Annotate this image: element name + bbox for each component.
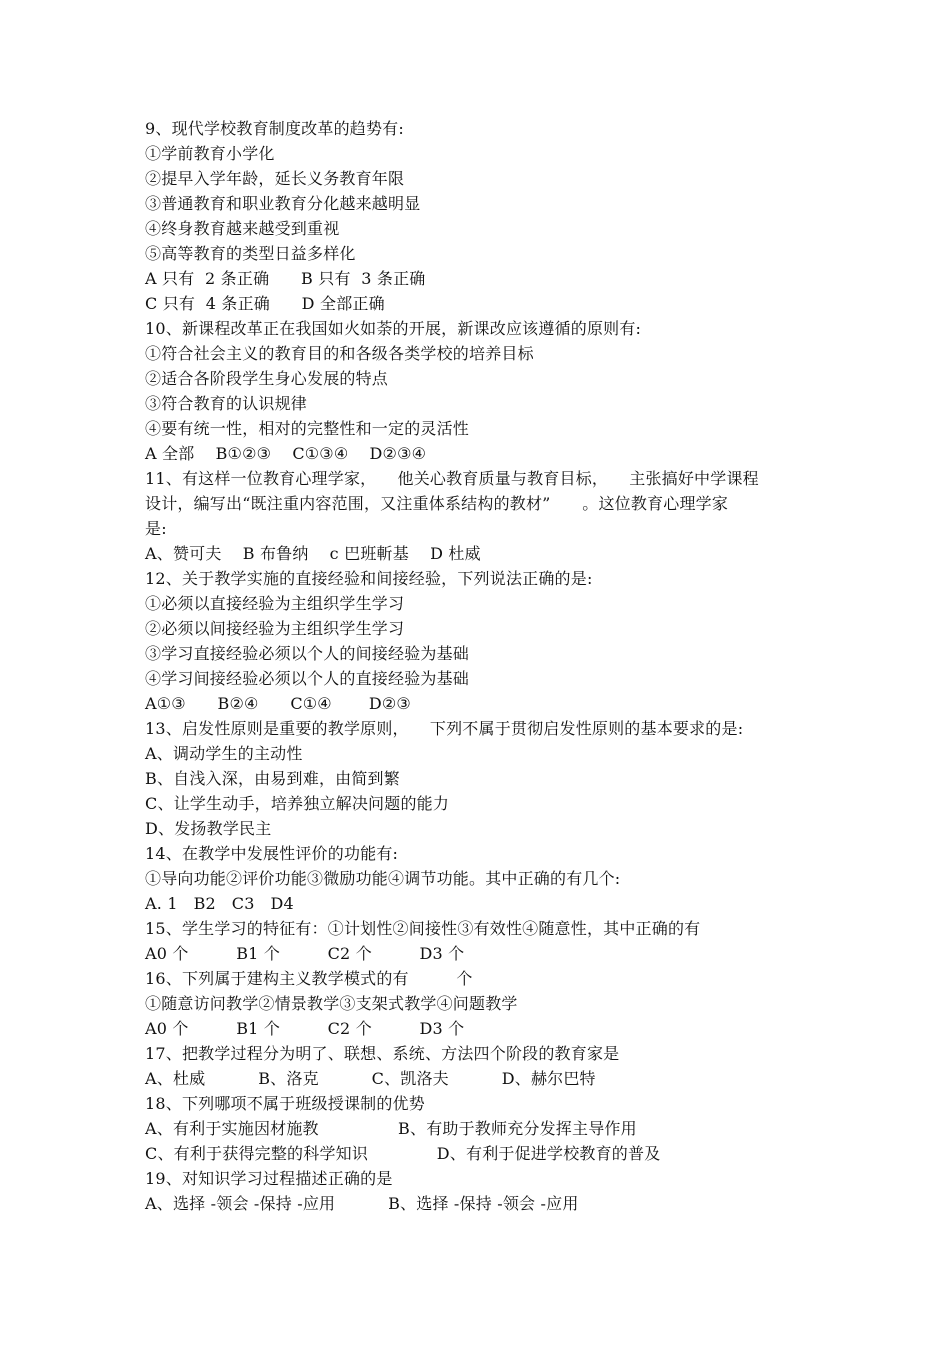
question-16-stem: 16、下列属于建构主义教学模式的有 个	[145, 969, 473, 988]
answer-options: A、杜威 B、洛克 C、凯洛夫 D、赫尔巴特	[145, 1069, 596, 1088]
statement-item: ②提早入学年龄，延长义务教育年限	[145, 169, 405, 188]
answer-option: C、让学生动手，培养独立解决问题的能力	[145, 794, 450, 813]
statement-item: ①符合社会主义的教育目的和各级各类学校的培养目标	[145, 344, 534, 363]
question-13-stem: 13、启发性原则是重要的教学原则， 下列不属于贯彻启发性原则的基本要求的是:	[145, 719, 744, 738]
question-17-stem: 17、把教学过程分为明了、联想、系统、方法四个阶段的教育家是	[145, 1044, 620, 1063]
statement-item: ④终身教育越来越受到重视	[145, 219, 340, 238]
question-11-stem: 11、有这样一位教育心理学家， 他关心教育质量与教育目标， 主张搞好中学课程	[145, 469, 759, 488]
statement-item: ①必须以直接经验为主组织学生学习	[145, 594, 405, 613]
question-11-stem-continued: 设计，编写出“既注重内容范围，又注重体系结构的教材” 。这位教育心理学家	[145, 494, 729, 513]
statement-item: ④学习间接经验必须以个人的直接经验为基础	[145, 669, 470, 688]
answer-options: A0 个 B1 个 C2 个 D3 个	[145, 1019, 465, 1038]
statement-item: ①随意访问教学②情景教学③支架式教学④问题教学	[145, 994, 518, 1013]
answer-options: A 只有 2 条正确 B 只有 3 条正确	[145, 269, 426, 288]
statement-item: ④要有统一性，相对的完整性和一定的灵活性	[145, 419, 470, 438]
answer-option: A、调动学生的主动性	[145, 744, 303, 763]
statement-item: ⑤高等教育的类型日益多样化	[145, 244, 356, 263]
question-9-stem: 9、现代学校教育制度改革的趋势有:	[145, 119, 404, 138]
answer-options: A①③ B②④ C①④ D②③	[145, 694, 411, 713]
answer-options: C、有利于获得完整的科学知识 D、有利于促进学校教育的普及	[145, 1144, 661, 1163]
question-10-stem: 10、新课程改革正在我国如火如荼的开展，新课改应该遵循的原则有:	[145, 319, 642, 338]
document-page	[145, 116, 805, 1216]
statement-item: ③学习直接经验必须以个人的间接经验为基础	[145, 644, 470, 663]
answer-options: A0 个 B1 个 C2 个 D3 个	[145, 944, 465, 963]
statement-item: ③符合教育的认识规律	[145, 394, 308, 413]
question-11-stem-continued: 是:	[145, 519, 167, 538]
question-18-stem: 18、下列哪项不属于班级授课制的优势	[145, 1094, 425, 1113]
question-12-stem: 12、关于教学实施的直接经验和间接经验，下列说法正确的是:	[145, 569, 593, 588]
statement-item: ①学前教育小学化	[145, 144, 275, 163]
statement-item: ②必须以间接经验为主组织学生学习	[145, 619, 405, 638]
statement-item: ②适合各阶段学生身心发展的特点	[145, 369, 389, 388]
answer-option: D、发扬教学民主	[145, 819, 272, 838]
answer-options: C 只有 4 条正确 D 全部正确	[145, 294, 385, 313]
statement-item: ③普通教育和职业教育分化越来越明显	[145, 194, 421, 213]
answer-options: A、选择 -领会 -保持 -应用 B、选择 -保持 -领会 -应用	[145, 1194, 579, 1213]
question-19-stem: 19、对知识学习过程描述正确的是	[145, 1169, 393, 1188]
answer-options: A. 1 B2 C3 D4	[145, 894, 294, 913]
question-15-stem: 15、学生学习的特征有：①计划性②间接性③有效性④随意性，其中正确的有	[145, 919, 701, 938]
statement-item: ①导向功能②评价功能③微励功能④调节功能。其中正确的有几个:	[145, 869, 621, 888]
answer-options: A、赞可夫 B 布鲁纳 c 巴班斬基 D 杜威	[145, 544, 481, 563]
answer-option: B、自浅入深，由易到难，由简到繁	[145, 769, 400, 788]
question-14-stem: 14、在教学中发展性评价的功能有:	[145, 844, 399, 863]
answer-options: A 全部 B①②③ C①③④ D②③④	[145, 444, 427, 463]
answer-options: A、有利于实施因材施教 B、有助于教师充分发挥主导作用	[145, 1119, 637, 1138]
